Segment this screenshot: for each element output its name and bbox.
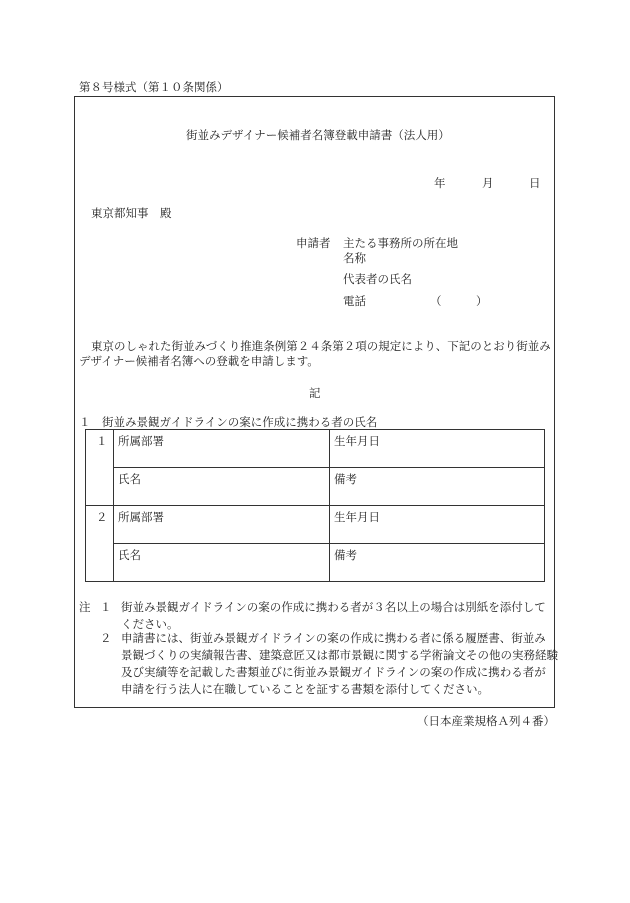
date-day-label: 日	[529, 176, 541, 190]
body-line-1: 東京のしゃれた街並みづくり推進条例第２４条第２項の規定により、下記のとおり街並み	[91, 339, 551, 353]
table-row-2-name-label: 氏名	[118, 548, 141, 562]
note-2-number: ２	[100, 631, 112, 645]
notes-label: 注	[79, 600, 91, 614]
applicant-name-label: 名称	[343, 251, 366, 265]
note-1-line-1: 街並み景観ガイドラインの案の作成に携わる者が３名以上の場合は別紙を添付して	[121, 600, 546, 614]
table-row-2-remarks-label: 備考	[334, 548, 357, 562]
phone-label: 電話	[343, 294, 366, 308]
note-2-line-2: 景観づくりの実績報告書、建築意匠又は都市景観に関する学術論文その他の実務経験	[121, 648, 558, 662]
note-2-line-3: 及び実績等を記載した書類並びに街並み景観ガイドラインの案の作成に携わる者が	[121, 665, 546, 679]
paper-size-note: （日本産業規格Ａ列４番）	[417, 714, 555, 728]
note-2-line-1: 申請書には、街並み景観ガイドラインの案の作成に携わる者に係る履歴書、街並み	[121, 631, 546, 645]
section1-title: １ 街並み景観ガイドラインの案に作成に携わる者の氏名	[79, 415, 378, 429]
date-month-label: 月	[482, 176, 494, 190]
table-row-1-number: １	[96, 434, 108, 448]
ki-heading: 記	[309, 386, 321, 400]
table-row-2-department-label: 所属部署	[118, 510, 164, 524]
representative-label: 代表者の氏名	[343, 272, 412, 286]
note-1-text	[121, 599, 546, 633]
table-number-column-divider	[113, 429, 114, 582]
form-number: 第８号様式（第１０条関係）	[79, 80, 229, 94]
note-1-number: １	[100, 600, 112, 614]
office-address-label: 主たる事務所の所在地	[343, 236, 458, 250]
note-2-text	[121, 630, 558, 698]
note-2-line-4: 申請を行う法人に在職していることを証する書類を添付してください。	[121, 682, 489, 696]
applicant-label: 申請者	[296, 236, 331, 250]
body-line-2: デザイナー候補者名簿への登載を申請します。	[79, 354, 319, 368]
table-row-1-birthdate-label: 生年月日	[334, 434, 380, 448]
table-row-1-department-label: 所属部署	[118, 434, 164, 448]
table-row-2-birthdate-label: 生年月日	[334, 510, 380, 524]
phone-parentheses: （ ）	[430, 294, 488, 308]
table-mid-column-divider	[329, 429, 330, 582]
form-title: 街並みデザイナー候補者名簿登載申請書（法人用）	[186, 128, 450, 142]
table-row-1-name-label: 氏名	[118, 472, 141, 486]
table-row-1-remarks-label: 備考	[334, 472, 357, 486]
note-1-line-2: ください。	[121, 617, 179, 631]
date-year-label: 年	[434, 176, 446, 190]
table-row-2-number: ２	[96, 510, 108, 524]
table-row-divider	[85, 505, 545, 506]
addressee: 東京都知事 殿	[91, 206, 172, 220]
